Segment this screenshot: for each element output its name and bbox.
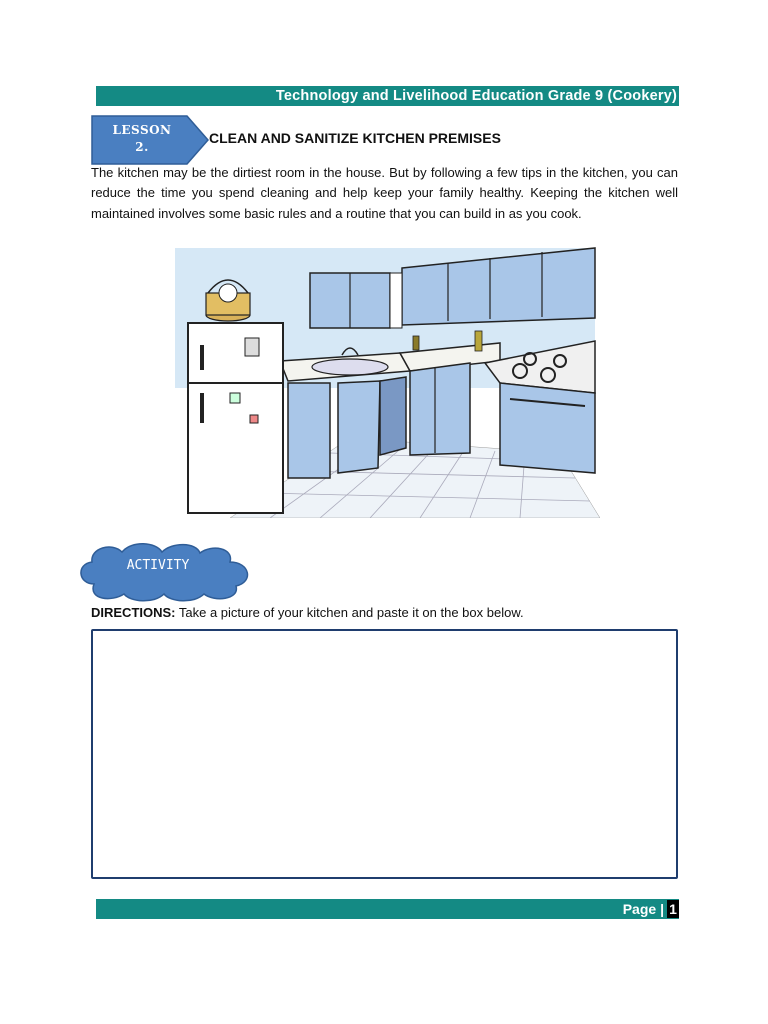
kitchen-illustration [170, 243, 600, 518]
lesson-badge [91, 115, 209, 165]
page-label: Page | [622, 901, 664, 917]
footer-bar [96, 899, 679, 919]
kitchen-drawing [170, 243, 600, 518]
lesson-title: CLEAN AND SANITIZE KITCHEN PREMISES [209, 130, 501, 146]
intro-paragraph: The kitchen may be the dirtiest room in the house. But by following a few tips in the kitchen, you can reduce the time you spend cleaning and help keep your family healthy. Keeping the kitchen well maintained involves some basic rules and a routine that you can build in as you cook. [91, 165, 678, 221]
document-title: Technology and Livelihood Education Grade 9 (Cookery) [275, 88, 677, 104]
directions-line [91, 605, 524, 620]
directions-text: Take a picture of your kitchen and paste it on the box below. [178, 605, 524, 620]
activity-label: ACTIVITY [126, 558, 190, 573]
lesson-badge-line1: LESSON [112, 123, 172, 137]
page-number: 1 [667, 900, 679, 918]
lesson-badge-line2: 2. [135, 140, 149, 154]
photo-paste-box[interactable] [91, 629, 678, 879]
lesson-badge-text [91, 122, 193, 156]
header-bar [96, 86, 679, 106]
directions-label: DIRECTIONS: [91, 605, 176, 620]
